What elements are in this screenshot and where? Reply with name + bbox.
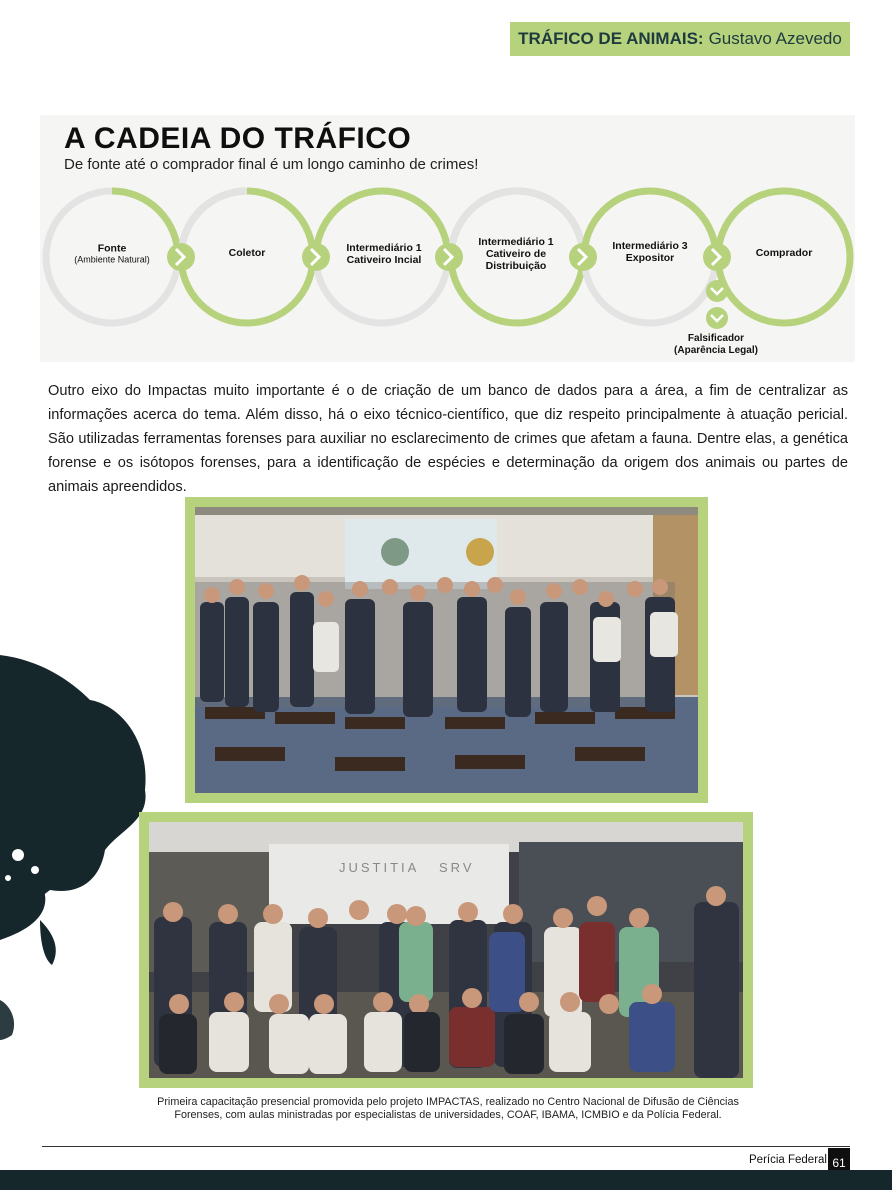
wall-text-2: SRV (439, 860, 475, 875)
infographic-subtitle: De fonte até o comprador final é um longo caminho de crimes! (64, 156, 479, 173)
wall-text: JUSTITIA (339, 860, 420, 875)
section-tag-author: Gustavo Azevedo (708, 29, 842, 48)
photo-frame-2 (139, 812, 753, 1088)
bottom-bar (0, 1170, 892, 1190)
group-photo-auditorium (195, 507, 698, 793)
footer-publication: Perícia Federal (749, 1154, 827, 1166)
step-label: Comprador (755, 247, 813, 259)
photo-frame-1 (185, 497, 708, 803)
infographic-title: A CADEIA DO TRÁFICO (64, 122, 412, 155)
step-label: Intermediário 1 Cativeiro Incial (346, 242, 422, 266)
step-label: Intermediário 1 Cativeiro de Distribuição (478, 236, 554, 272)
step-label: Fonte (97, 242, 127, 255)
section-tag-topic: TRÁFICO DE ANIMAIS: (518, 29, 704, 48)
page-number: 61 (828, 1148, 850, 1190)
step-label: Coletor (228, 247, 266, 259)
step-label: Intermediário 3 Expositor (612, 240, 688, 264)
step-intermediario-3 (605, 240, 695, 264)
step-coletor (202, 247, 292, 259)
group-photo-hall (149, 822, 743, 1078)
forger-label: Falsificador (687, 333, 745, 344)
photo-caption: Primeira capacitação presencial promovida pelo projeto IMPACTAS, realizado no Centro Nacional de Difusão de Ciências Forenses, com aulas ministradas por especialistas de universidades, COAF, IBAMA, ICMBIO e da Polícia Federal. (157, 1096, 739, 1121)
step-falsificador (656, 333, 776, 357)
forger-sublabel: (Aparência Legal) (674, 345, 758, 356)
step-comprador (739, 247, 829, 259)
step-fonte (67, 243, 157, 266)
step-sublabel: (Ambiente Natural) (74, 254, 150, 265)
step-intermediario-1-distribuicao (471, 236, 561, 272)
step-intermediario-1-inicial (339, 242, 429, 266)
footer-divider (42, 1146, 850, 1147)
body-paragraph: Outro eixo do Impactas muito importante é o de criação de um banco de dados para a área, a fim de centralizar as informações acerca do tema. Além disso, há o eixo técnico-científico, que diz respeito principalmente à atuação pericial. São utilizadas ferramentas forenses para auxiliar no esclarecimento de crimes que afetam a fauna. Dentre elas, a genética forense e os isótopos forenses, para a identificação de espécies e determinação da origem dos animais ou partes de animais apreendidos. (48, 383, 848, 495)
